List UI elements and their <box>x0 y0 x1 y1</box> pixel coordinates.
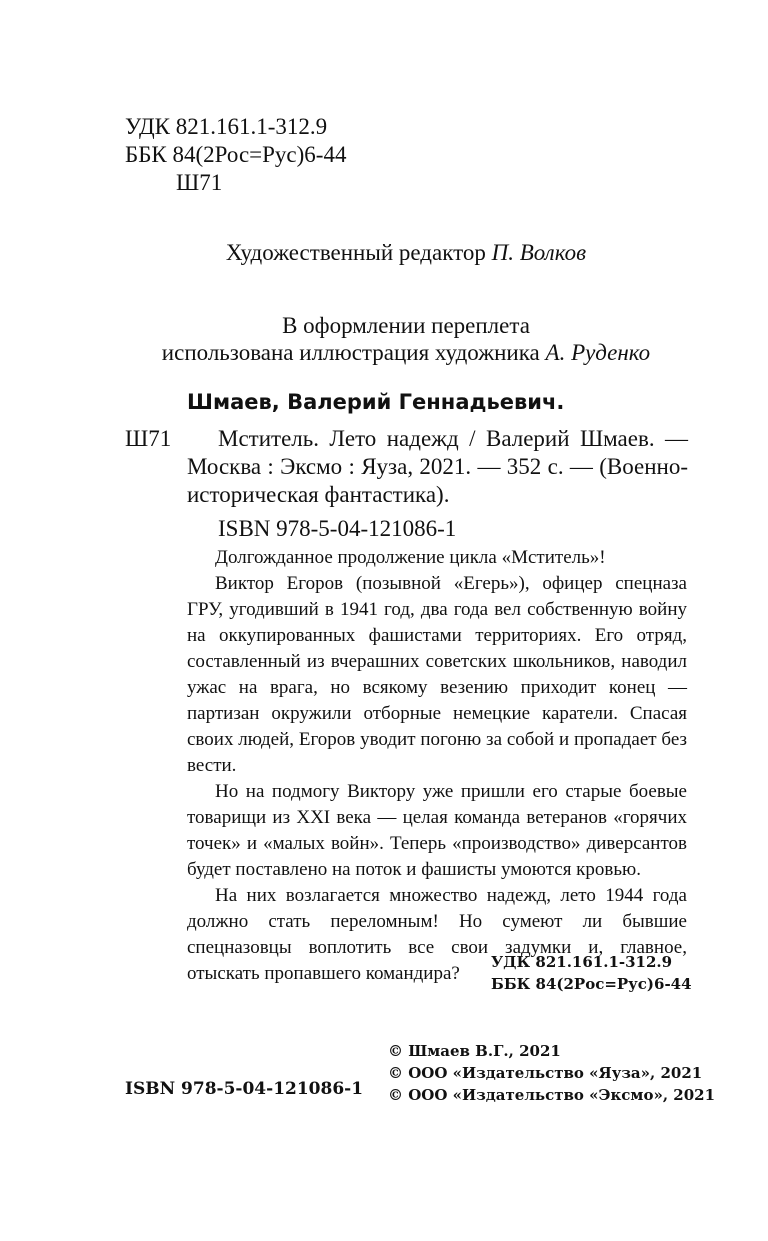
catalog-isbn: ISBN 978-5-04-121086-1 <box>218 516 457 541</box>
cover-artist: А. Руденко <box>545 340 651 365</box>
imprint-isbn: ISBN 978-5-04-121086-1 <box>125 1079 364 1099</box>
bottom-bbk: ББК 84(2Рос=Рус)6-44 <box>491 975 692 993</box>
annotation-paragraph: Долгожданное продолжение цикла «Мститель»! <box>215 547 606 568</box>
cover-label: использована иллюстрация художника <box>161 340 540 365</box>
copyright-yauza: © ООО «Издательство «Яуза», 2021 <box>388 1064 703 1082</box>
art-editor-line <box>22 238 768 268</box>
art-editor-label: Художественный редактор <box>225 240 486 265</box>
annotation-paragraph: На них возлагается множество надежд, лето 1944 года должно стать переломным! Но сумеют ли бывшие спецназовцы воплотить все свои задумки и, главное, отыскать пропавшего командира? <box>187 885 687 984</box>
art-editor-name: П. Волков <box>491 240 587 265</box>
catalog-desc-3: историческая фантастика). <box>187 482 450 507</box>
catalog-desc-2: Москва : Эксмо : Яуза, 2021. — 352 с. — (Военно- <box>187 454 688 479</box>
cover-line-1: В оформлении переплета <box>282 313 530 338</box>
annotation-paragraph: Но на подмогу Виктору уже пришли его старые боевые товарищи из XXI века — целая команда ветеранов «горячих точек» и «малых войн». Теперь «производство» диверсантов будет поставлено на поток и фашисты умоются кровью. <box>187 781 687 880</box>
catalog-author: Шмаев, Валерий Геннадьевич. <box>187 390 565 414</box>
udk-code: УДК 821.161.1-312.9 <box>125 114 328 139</box>
catalog-code: Ш71 <box>125 426 172 451</box>
annotation-paragraph: Виктор Егоров (позывной «Егерь»), офицер спецназа ГРУ, угодивший в 1941 год, два года вел собственную войну на оккупированных фашистами территориях. Его отряд, составленный из вчерашних советских школьников, наводил ужас на врага, но всякому везению приходит конец — партизан окружили отборные немецкие каратели. Спасая своих людей, Егоров уводит погоню за собой и пропадает без вести. <box>187 573 687 776</box>
bbk-code: ББК 84(2Рос=Рус)6-44 <box>125 142 347 167</box>
copyright-author: © Шмаев В.Г., 2021 <box>388 1042 561 1060</box>
annotation <box>187 545 687 987</box>
catalog-desc-1: Мститель. Лето надежд / Валерий Шмаев. — <box>218 426 688 451</box>
author-mark: Ш71 <box>176 170 223 195</box>
bottom-udk: УДК 821.161.1-312.9 <box>491 953 673 971</box>
cover-line-2 <box>22 338 768 368</box>
copyright-eksmo: © ООО «Издательство «Эксмо», 2021 <box>388 1086 716 1104</box>
